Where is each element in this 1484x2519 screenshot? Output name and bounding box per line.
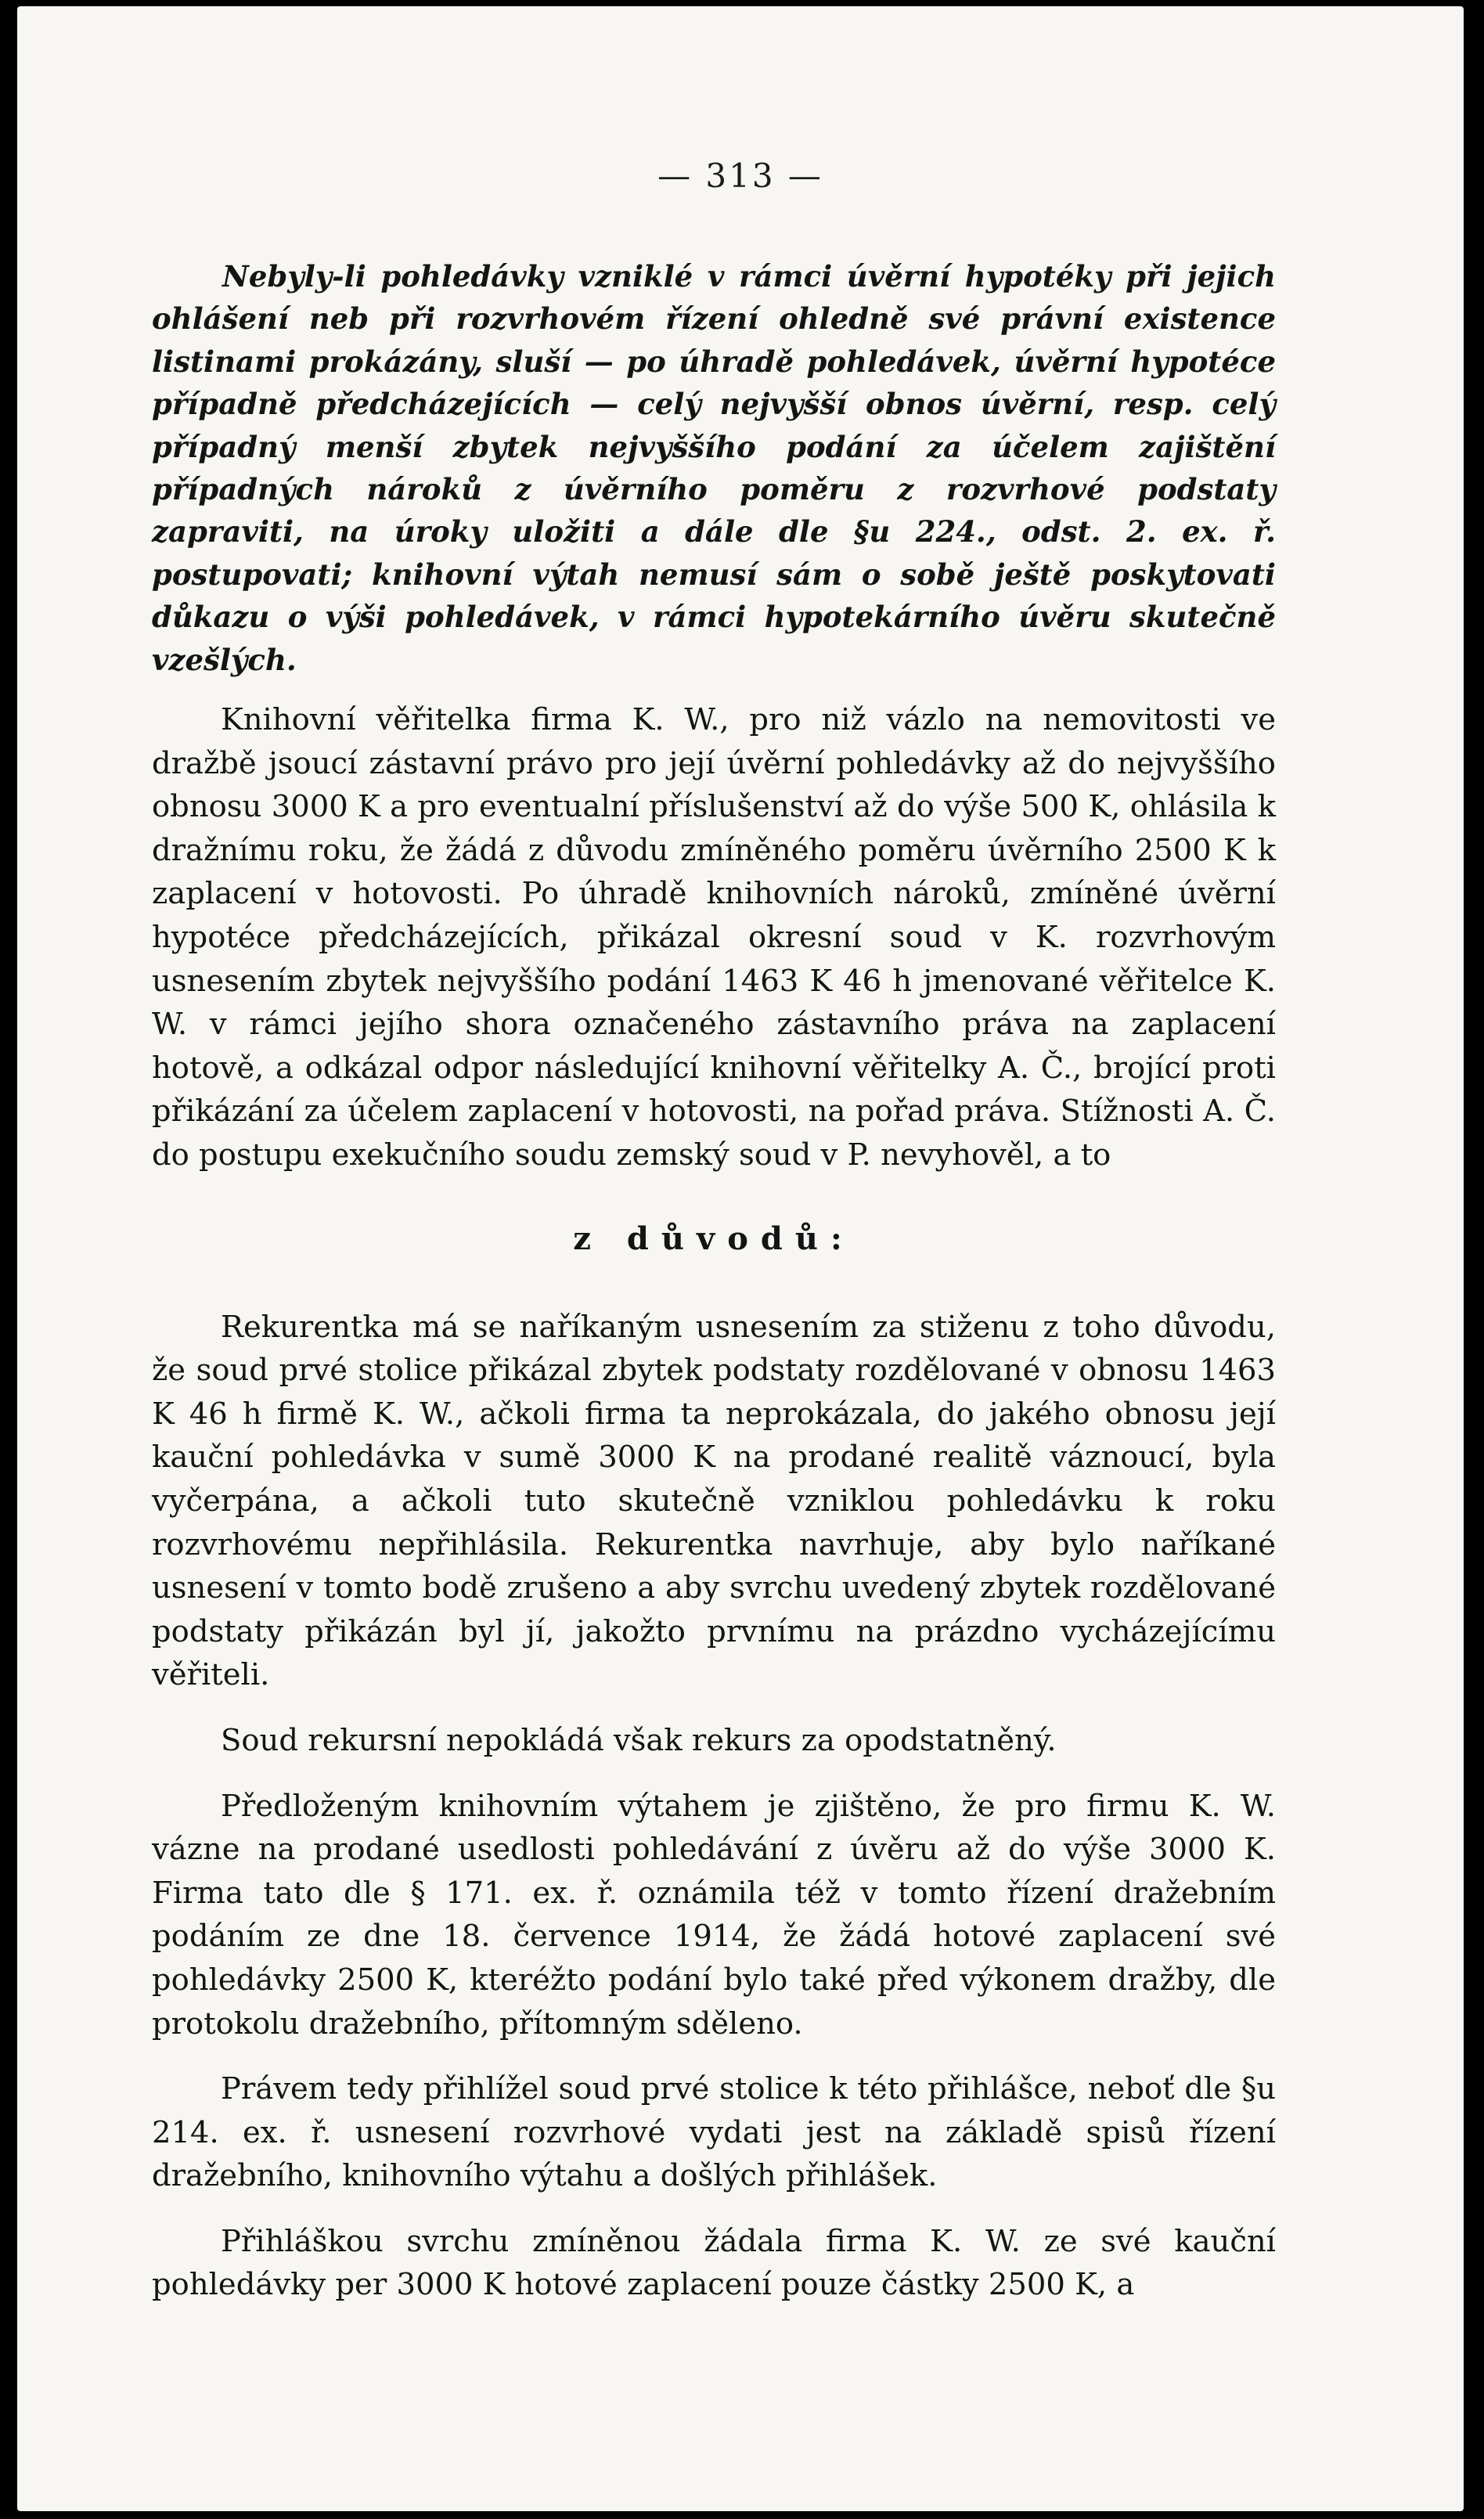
legal-headnote: Nebyly-li pohledávky vzniklé v rámci úvěrní hypotéky při jejich ohlášení neb při rozvrhovém řízení ohledně své právní existence listinami prokázány, sluší — po úhradě pohledávek, úvěrní hypotéce případně předcházejících — celý nejvyšší obnos úvěrní, resp. celý případný menší zbytek nejvyššího podání za účelem zajištění případných nároků z úvěrního poměru z rozvrhové podstaty zapraviti, na úroky uložiti a dále dle §u 224., odst. 2. ex. ř. postupovati; knihovní výtah nemusí sám o sobě ještě poskytovati důkazu o výši pohledávek, v rámci hypotekárního úvěru skutečně vzešlých. [152,259,1276,677]
facts-paragraph: Knihovní věřitelka firma K. W., pro niž vázlo na nemovitosti ve dražbě jsoucí zástavní právo pro její úvěrní pohledávky až do nejvyššího obnosu 3000 K a pro eventualní příslušenství až do výše 500 K, ohlásila k dražnímu roku, že žádá z důvodu zmíněného poměru úvěrního 2500 K k zaplacení v hotovosti. Po úhradě knihovních nároků, zmíněné úvěrní hypotéce předcházejících, přikázal okresní soud v K. rozvrhovým usnesením zbytek nejvyššího podání 1463 K 46 h jmenované věřitelce K. W. v rámci jejího shora označeného zástavního práva na zaplacení hotově, a odkázal odpor následující knihovní věřitelky A. Č., brojící proti přikázání za účelem zaplacení v hotovosti, na pořad práva. Stížnosti A. Č. do postupu exekučního soudu zemský soud v P. nevyhověl, a to [152,702,1276,1173]
reasons-heading: z důvodů: [573,1220,855,1257]
reasons-paragraph: Rekurentka má se naříkaným usnesením za stiženu z toho důvodu, že soud prvé stolice přikázal zbytek podstaty rozdělované v obnosu 1463 K 46 h firmě K. W., ačkoli firma ta neprokázala, do jakého obnosu její kauční pohledávka v sumě 3000 K na prodané realitě váznoucí, byla vyčerpána, a ačkoli tuto skutečně vzniklou pohledávku k roku rozvrhovému nepřihlásila. Rekurentka navrhuje, aby bylo naříkané usnesení v tomto bodě zrušeno a aby svrchu uvedený zbytek rozdělované podstaty přikázán byl jí, jakožto prvnímu na prázdno vycházejícímu věřiteli. [152,1309,1276,1693]
scanned-page [17,6,1464,2511]
page-body [152,255,1276,2307]
reasons-paragraph: Soud rekursní nepokládá však rekurs za opodstatněný. [221,1722,1057,1758]
reasons-paragraph: Přihláškou svrchu zmíněnou žádala firma K. W. ze své kauční pohledávky per 3000 K hotové zaplacení pouze částky 2500 K, a [152,2223,1276,2303]
reasons-paragraph: Předloženým knihovním výtahem je zjištěno, že pro firmu K. W. vázne na prodané usedlosti pohledávání z úvěru až do výše 3000 K. Firma tato dle § 171. ex. ř. oznámila též v tomto řízení dražebním podáním ze dne 18. července 1914, že žádá hotové zaplacení své pohledávky 2500 K, kteréžto podání bylo také před výkonem dražby, dle protokolu dražebního, přítomným sděleno. [152,1788,1276,2042]
page-number: — 313 — [657,157,823,195]
reasons-paragraph: Právem tedy přihlížel soud prvé stolice k této přihlášce, neboť dle §u 214. ex. ř. usnesení rozvrhové vydati jest na základě spisů řízení dražebního, knihovního výtahu a došlých přihlášek. [152,2071,1276,2194]
